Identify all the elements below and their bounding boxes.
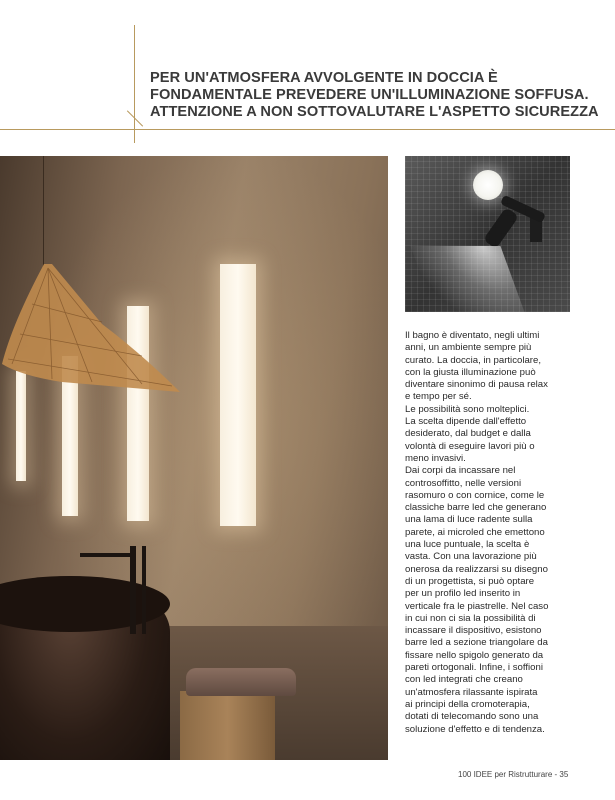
text-line: con led integrati che creano [405, 674, 523, 686]
bathroom-photo [0, 156, 388, 760]
text-line: fissare nello spigolo generato da [405, 649, 544, 661]
text-line: curato. La doccia, in particolare, [405, 354, 541, 366]
text-line: e tempo per sé. [405, 391, 472, 403]
paragraph [405, 465, 577, 736]
text-line: una luce puntuale, la scelta è [405, 539, 530, 551]
decorative-vertical-rule [134, 25, 135, 143]
text-line: incassare il dispositivo, esistono [405, 625, 542, 637]
text-line: meno invasivi. [405, 452, 466, 464]
text-line: con la giusta illuminazione può [405, 366, 536, 378]
text-line: una lama di luce radente sulla [405, 514, 533, 526]
text-line: parete, ai microled che emettono [405, 526, 545, 538]
text-line: diventare sinonimo di pausa relax [405, 379, 548, 391]
text-line: in cui non ci sia la possibilità di [405, 612, 536, 624]
page-folio: 100 IDEE per Ristrutturare - 35 [458, 770, 569, 779]
headline-line: PER UN'ATMOSFERA AVVOLGENTE IN DOCCIA È [150, 70, 498, 86]
headline-line: FONDAMENTALE PREVEDERE UN'ILLUMINAZIONE SOFFUSA. [150, 87, 589, 103]
text-line: Dai corpi da incassare nel [405, 465, 516, 477]
water-spray [410, 246, 529, 312]
faucet-column [142, 546, 146, 634]
paragraph [405, 330, 577, 404]
faucet-spout [80, 553, 136, 557]
wall-light-slot [220, 264, 256, 526]
text-line: barre led a sezione triangolare da [405, 637, 548, 649]
headline-line: ATTENZIONE A NON SOTTOVALUTARE L'ASPETTO SICUREZZA [150, 104, 599, 120]
text-line: pareti ortogonali. Infine, i soffioni [405, 662, 543, 674]
text-line: ai principi della cromoterapia, [405, 698, 530, 710]
text-line: classiche barre led che generano [405, 502, 547, 514]
text-line: di un progettista, si può optare [405, 575, 535, 587]
lamp-cord [43, 156, 44, 266]
paragraph [405, 404, 577, 416]
text-line: per un profilo led inserito in [405, 588, 521, 600]
text-line: onerosa da realizzarsi su disegno [405, 563, 548, 575]
text-line: Il bagno è diventato, negli ultimi [405, 330, 540, 341]
text-line: rasomuro o con cornice, come le [405, 489, 545, 501]
text-line: un'atmosfera rilassante ispirata [405, 686, 538, 698]
woven-pendant-lamp [0, 264, 182, 394]
text-line: controsoffitto, nelle versioni [405, 477, 522, 489]
decorative-corner-tick [127, 110, 143, 126]
text-line: anni, un ambiente sempre più [405, 342, 532, 354]
text-line: verticale fra le piastrelle. Nel caso [405, 600, 549, 612]
text-line: dotati di telecomando sono una [405, 711, 539, 723]
faucet-column [130, 546, 136, 634]
article-body [405, 330, 577, 736]
text-line: desiderato, dal budget e dalla [405, 428, 531, 440]
text-line: soluzione d'effetto e di tendenza. [405, 723, 545, 735]
paragraph [405, 416, 577, 465]
text-line: La scelta dipende dall'effetto [405, 416, 527, 428]
text-line: vasta. Con una lavorazione più [405, 551, 537, 563]
led-light-icon [473, 170, 503, 200]
wooden-stool [180, 691, 275, 760]
page-headline [150, 70, 599, 121]
folded-towel [186, 668, 296, 696]
shower-head [483, 207, 519, 249]
text-line: Le possibilità sono molteplici. [405, 403, 530, 415]
shower-photo [405, 156, 570, 312]
text-line: volontà di eseguire lavori più o [405, 440, 535, 452]
decorative-horizontal-rule [0, 129, 615, 130]
